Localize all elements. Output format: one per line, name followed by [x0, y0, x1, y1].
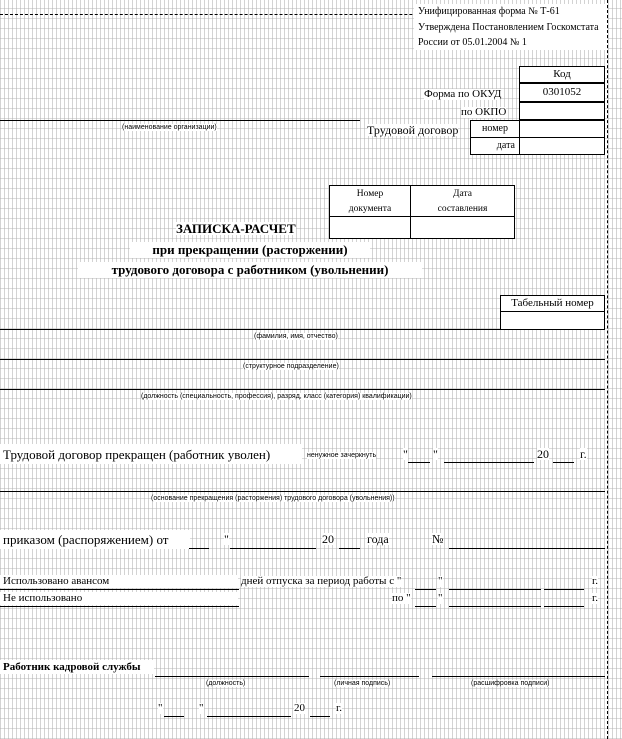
- doc-subtitle-1: при прекращении (расторжении): [152, 242, 348, 257]
- vacation-to-month-line[interactable]: [449, 606, 541, 607]
- order-number-line[interactable]: [449, 548, 605, 549]
- doc-title: ЗАПИСКА-РАСЧЕТ: [176, 221, 296, 236]
- division-field[interactable]: [0, 344, 605, 358]
- fio-line: [0, 329, 605, 330]
- doc-number-cell[interactable]: [329, 216, 411, 239]
- sign-date-year-suffix: г.: [336, 702, 343, 714]
- order-number-sign: №: [432, 532, 444, 546]
- vacation-g2: г.: [592, 592, 599, 604]
- order-quote-open: ": [224, 532, 229, 546]
- vacation-not-used-label: Не использовано: [3, 592, 83, 604]
- okpo-label: по ОКПО: [461, 106, 507, 118]
- page-border-right: [607, 0, 608, 739]
- vacation-from-month-line[interactable]: [449, 589, 541, 590]
- hr-sign-caption: (личная подпись): [334, 680, 391, 687]
- kod-cell: [519, 66, 605, 83]
- fio-caption: (фамилия, имя, отчество): [254, 333, 338, 340]
- position-line: [0, 389, 605, 390]
- tabel-number-cell[interactable]: [500, 311, 605, 330]
- order-year-line[interactable]: [339, 548, 360, 549]
- doc-date-header: [410, 185, 515, 217]
- order-year-word: года: [367, 532, 389, 546]
- division-line: [0, 359, 605, 360]
- sign-date-month-line[interactable]: [207, 716, 291, 717]
- org-name-caption: (наименование организации): [122, 124, 217, 131]
- form-title-line2: Утверждена Постановлением Госкомстата: [418, 22, 599, 33]
- contract-date-label-cell: [470, 137, 520, 155]
- terminated-year-prefix: 20: [537, 447, 549, 461]
- kod-label: Код: [553, 68, 571, 80]
- vacation-used-label: Использовано авансом: [3, 575, 110, 587]
- hr-position-caption: (должность): [206, 680, 246, 687]
- order-text: приказом (распоряжением) от: [3, 532, 169, 547]
- hr-decode-line[interactable]: [432, 676, 605, 677]
- doc-date-header-l2: составления: [437, 204, 488, 214]
- vacation-g1: г.: [592, 575, 599, 587]
- sign-date-quote-open: ": [158, 702, 163, 714]
- form-title-line3: России от 05.01.2004 № 1: [418, 37, 527, 48]
- terminated-quote-close: ": [433, 447, 438, 461]
- org-field[interactable]: [0, 106, 360, 119]
- okud-value-cell[interactable]: [519, 83, 605, 102]
- sign-date-day-line[interactable]: [164, 716, 184, 717]
- terminated-quote-open: ": [403, 447, 408, 461]
- sign-date-year-prefix: 20: [294, 702, 305, 714]
- labor-contract-label: Трудовой договор: [367, 123, 459, 137]
- terminated-month-line[interactable]: [444, 462, 534, 463]
- org-name-line: [0, 120, 360, 121]
- contract-number-label: номер: [482, 123, 508, 134]
- sign-date-quote-close: ": [199, 702, 204, 714]
- tabel-number-header: [500, 295, 605, 312]
- basis-caption: (основание прекращения (расторжения) трудового договора (увольнения)): [151, 495, 395, 502]
- doc-date-header-l1: Дата: [453, 189, 472, 199]
- hr-position-line[interactable]: [155, 676, 309, 677]
- vacation-from-year-line[interactable]: [544, 589, 584, 590]
- okud-label: Форма по ОКУД: [424, 88, 502, 100]
- hr-worker-label: Работник кадровой службы: [3, 661, 141, 673]
- terminated-year-line[interactable]: [553, 462, 574, 463]
- okpo-value-cell[interactable]: [519, 102, 605, 120]
- order-day-line[interactable]: [189, 548, 209, 549]
- division-caption: (структурное подразделение): [243, 363, 339, 370]
- contract-date-cell[interactable]: [519, 137, 605, 155]
- position-caption: (должность (специальность, профессия), разряд, класс (категория) квалификации): [141, 393, 412, 400]
- tabel-number-label: Табельный номер: [511, 297, 594, 309]
- vacation-to-day-line[interactable]: [415, 606, 436, 607]
- vacation-used-days-line[interactable]: [0, 589, 239, 590]
- contract-number-cell[interactable]: [519, 120, 605, 138]
- terminated-text: Трудовой договор прекращен (работник уволен): [3, 447, 271, 462]
- vacation-not-used-days-line[interactable]: [0, 606, 239, 607]
- strike-note: ненужное зачеркнуть: [307, 452, 377, 459]
- doc-date-cell[interactable]: [410, 216, 515, 239]
- order-year-prefix: 20: [322, 532, 334, 546]
- doc-subtitle-2: трудового договора с работником (увольнении): [111, 262, 389, 277]
- basis-field[interactable]: [0, 472, 605, 490]
- okud-value: 0301052: [542, 86, 582, 98]
- position-field[interactable]: [0, 374, 605, 388]
- terminated-day-line[interactable]: [408, 462, 430, 463]
- terminated-year-suffix: г.: [580, 447, 587, 461]
- vacation-to-year-line[interactable]: [544, 606, 584, 607]
- sign-date-year-line[interactable]: [310, 716, 330, 717]
- fio-field[interactable]: [0, 313, 498, 328]
- vacation-period-label: дней отпуска за период работы с ": [241, 575, 402, 587]
- vacation-to-quote: ": [438, 592, 443, 604]
- vacation-po-label: по ": [392, 592, 411, 604]
- doc-number-header-l1: Номер: [356, 189, 384, 199]
- doc-number-header-l2: документа: [348, 204, 392, 214]
- form-title-line1: Унифицированная форма № Т-61: [418, 6, 560, 17]
- order-month-line[interactable]: [230, 548, 316, 549]
- doc-number-header: [329, 185, 411, 217]
- hr-sign-line[interactable]: [320, 676, 419, 677]
- vacation-from-quote: ": [438, 575, 443, 587]
- contract-date-label: дата: [496, 140, 515, 151]
- vacation-from-day-line[interactable]: [415, 589, 436, 590]
- basis-line: [0, 491, 605, 492]
- hr-decode-caption: (расшифровка подписи): [471, 680, 550, 687]
- contract-number-label-cell: [470, 120, 520, 138]
